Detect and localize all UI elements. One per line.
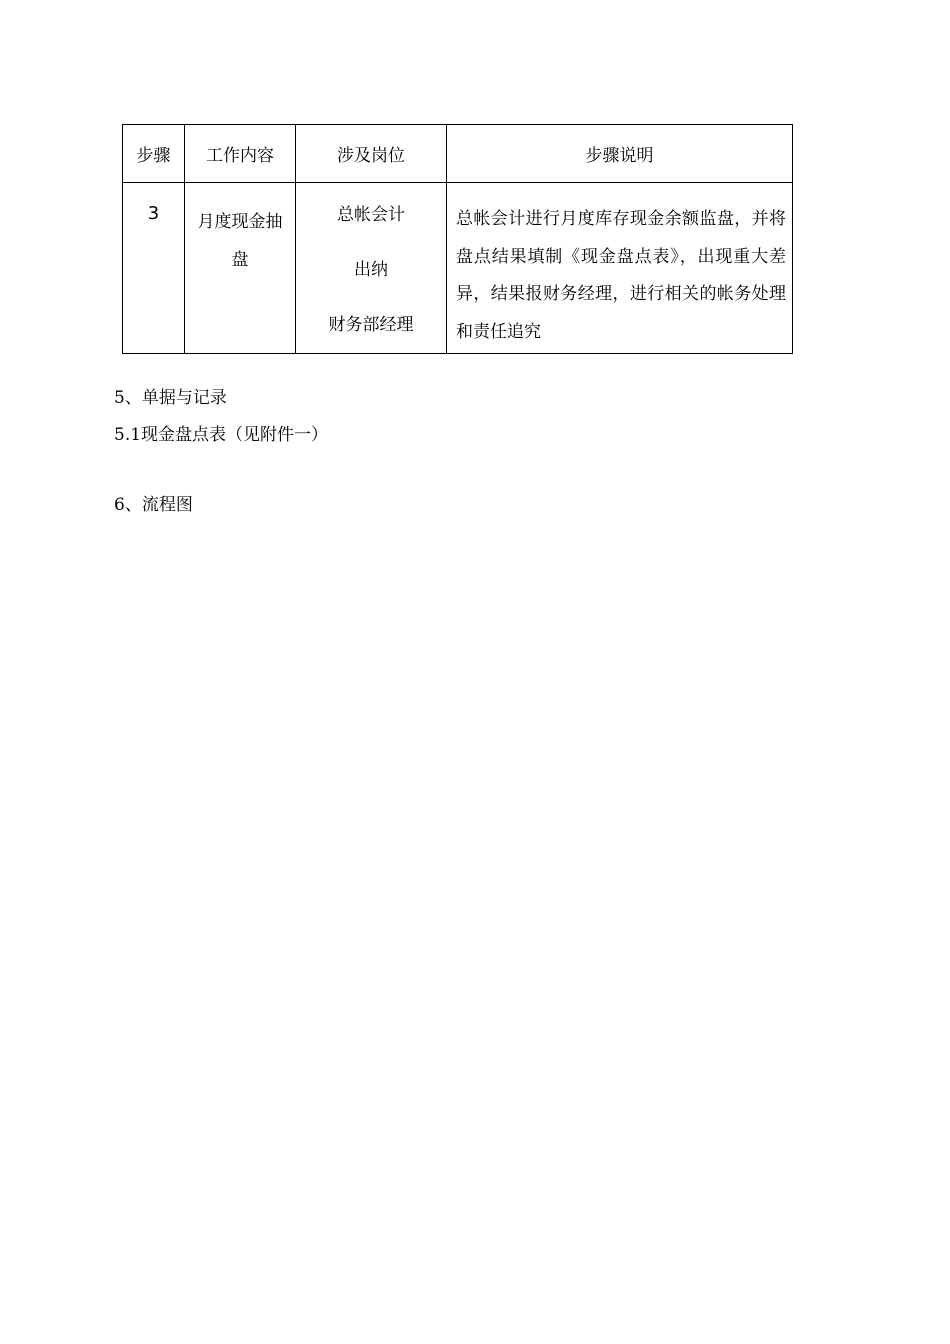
header-step-description: 步骤说明 [447, 125, 793, 183]
header-involved-posts: 涉及岗位 [296, 125, 447, 183]
header-step: 步骤 [123, 125, 185, 183]
step-description-text: 总帐会计进行月度库存现金余额监盘，并将盘点结果填制《现金盘点表》，出现重大差异，结果报财务经理，进行相关的帐务处理和责任追究 [456, 209, 786, 342]
header-work-content: 工作内容 [185, 125, 296, 183]
cell-step-description [447, 183, 793, 354]
table-row [123, 183, 793, 354]
post-item: 财务部经理 [328, 315, 414, 335]
cell-involved-posts [296, 183, 447, 354]
table-header-row [123, 125, 793, 183]
cell-step [123, 183, 185, 354]
procedure-table [122, 124, 793, 354]
records-item: 5.1现金盘点表（见附件一） [114, 425, 329, 445]
step-number: 3 [147, 203, 160, 224]
post-item: 总帐会计 [337, 205, 405, 225]
records-heading: 5、单据与记录 [114, 388, 227, 408]
flowchart-heading: 6、流程图 [114, 495, 193, 515]
post-item: 出纳 [354, 260, 388, 280]
work-content-text: 月度现金抽盘 [197, 212, 283, 270]
cell-work-content [185, 183, 296, 354]
